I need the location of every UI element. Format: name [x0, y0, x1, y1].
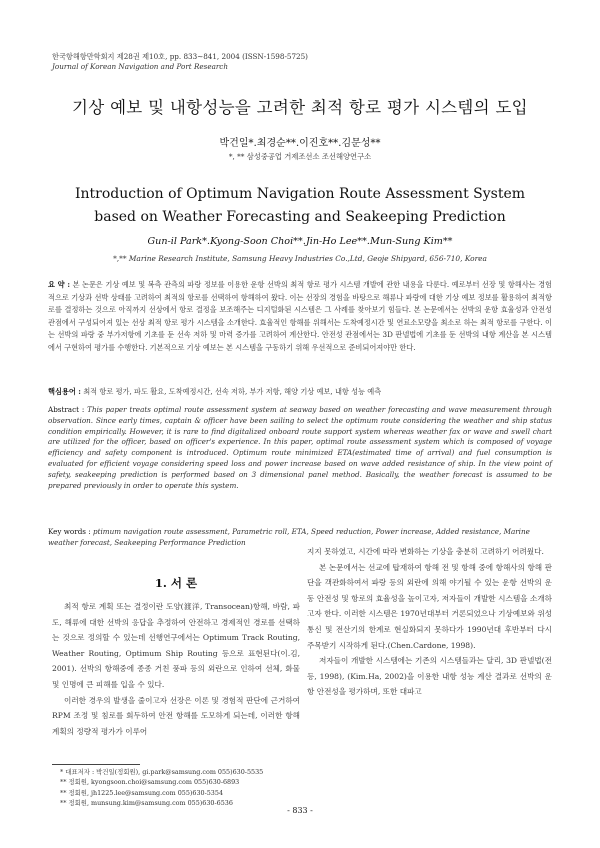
body-paragraph: 이러한 경우의 발생을 줄이고자 선장은 이론 및 경험적 판단에 근거하여 RPM 조정 및 침로를 회두하여 안전 항해를 도모하게 되는데, 이러한 항해 계획의 정량적 평가가 이루어	[52, 695, 300, 736]
footnote: ** 정회원, munsung.kim@samsung.com 055)630-6536	[60, 799, 233, 808]
body-column-left	[52, 599, 300, 739]
footnotes	[60, 767, 263, 809]
authors-ko: 박건일*․최경순**․이진호**․김문성**	[219, 138, 381, 149]
journal-name-en: Journal of Korean Navigation and Port Research	[52, 62, 228, 71]
journal-header	[52, 52, 308, 72]
footnote-divider	[52, 764, 140, 765]
paper-title-en	[0, 183, 600, 229]
abstract-en	[48, 405, 552, 491]
keywords-ko	[48, 386, 552, 398]
body-paragraph: 최적 항로 계획 또는 결정이란 도양(渡洋, Transocean)항해, 바람, 파도, 해류에 대한 선박의 응답을 추정하여 안전하고 경제적인 경로를 선택하는 것으로 정의할 수 있는데 선행연구에서는 Optimum Track Routing, Weather Routing, Optimum Ship Routing 등으로 표현된다(이․김, 2001). 선박의 항해중에 종종 거친 풍파 등의 외란으로 인하여 선체, 화물 및 인명에 큰 피해를 입을 수 있다.	[52, 602, 300, 689]
abstract-ko	[48, 279, 552, 355]
affiliation-en: *,** Marine Research Institute, Samsung Heavy Industries Co.,Ltd, Geoje Shipyard, 656-710, Korea	[113, 254, 487, 263]
keywords-en-label: Key words :	[48, 527, 91, 536]
affiliation-ko: *, ** 삼성중공업 거제조선소 조선해양연구소	[228, 152, 372, 161]
abstract-en-text: This paper treats optimal route assessment system at seaway based on weather forecasting and wave measurement through observation. Since early times, captain & officer have been sailing to select the optimum route considering the weather and ship status condition empirically. However, it is rare to find digitalized onboard route support system whereas weather fax or wave and swell chart are utilized for the officer, based on officer's experience. In this paper, optimal route assessment system which is composed of voyage efficiency and safety component is introduced. Optimum route minimized ETA(estimated time of arrival) and fuel consumption is evaluated for efficient voyage considering speed loss and power increase based on wave added resistance of ship. In the view point of safety, seakeeping prediction is performed based on 3 dimensional panel method. Basically, the weather forecast is assumed to be prepared previously in order to operate this system.	[48, 405, 552, 490]
page-number: - 833 -	[287, 806, 313, 815]
journal-name-ko: 한국항해항만학회지 제28권 제10호, pp. 833∼841, 2004 (ISSN-1598-5725)	[52, 52, 308, 61]
authors-en: Gun-il Park*․Kyong-Soon Choi**․Jin-Ho Lee**․Mun-Sung Kim**	[147, 236, 453, 247]
paper-title-ko: 기상 예보 및 내항성능을 고려한 최적 항로 평가 시스템의 도입	[72, 98, 528, 117]
body-column-right	[307, 544, 552, 700]
footnote: ** 정회원, jh1225.lee@samsung.com 055)630-5354	[60, 788, 224, 797]
keywords-ko-label: 핵심용어 :	[48, 387, 81, 396]
body-paragraph: 본 논문에서는 선교에 탑재하여 항해 전 및 항해 중에 항해사의 항해 판단을 객관화하여서 파랑 등의 외란에 의해 야기될 수 있는 운항 선박의 운동 안전성 및 항로의 효율성을 높이고자, 저자들이 개발한 시스템을 소개하고자 한다. 이러한 시스템은 1970년대부터 거론되었으나 기상예보와 위성통신 및 전산기의 한계로 현실화되지 못하다가 1990년대 후반부터 다시 주목받기 시작하게 된다.(Chen․Cardone, 1998).	[307, 562, 552, 650]
abstract-ko-label: 요 약 :	[48, 280, 71, 289]
paper-title-en-line1: Introduction of Optimum Navigation Route Assessment System	[74, 186, 526, 202]
paper-title-en-line2: based on Weather Forecasting and Seakeeping Prediction	[94, 209, 506, 225]
keywords-ko-text: 최적 항로 평가, 파도 활요, 도착예정시간, 선속 저하, 부가 저항, 해양 기상 예보, 내항 성능 예측	[83, 387, 382, 396]
keywords-en-text: ptimum navigation route assessment, Parametric roll, ETA, Speed reduction, Power increase, Added resistance, Marine weather forecast, Seakeeping Performance Prediction	[48, 527, 530, 547]
abstract-ko-text: 본 논문은 기상 예보 및 복측 관측의 파랑 정보를 이용한 운항 선박의 최적 항로 평가 시스템 개발에 관한 내용을 다룬다. 예로부터 선장 및 항해사는 경험적으로 기상과 선박 상태를 고려하여 최적의 항로를 선택하여 항해하여 왔다. 이는 선장의 경험을 바탕으로 해류나 파랑에 대한 기상 예보 정보를 활용하여 최적항로를 결정하는 것으로 아직까지 선상에서 항로 결정을 보조해주는 디지털화된 시스템은 그 사례를 찾아보기 힘들다. 본 논문에서는 선박의 운항 효율성과 안전성 관점에서 구성되어져 있는 선상 최적 항로 평가 시스템을 소개한다. 효율적인 항해를 위해서는 도착예정시간 및 연료소모량을 최소로 하는 최적 항로를 구한다. 이는 선박의 파랑 중 부가저항에 기초를 둔 선속 저하 및 마력 증가를 고려하여 계산한다. 안전성 관점에서는 3D 판넬법에 기초를 둔 선박의 내항 계산을 본 시스템에서 구현하여 평가를 수행한다. 기본적으로 기상 예보는 본 시스템을 구동하기 위해 우선적으로 준비되어져야만 한다.	[48, 280, 552, 352]
body-paragraph: 지지 못하였고, 시간에 따라 변화하는 기상을 충분히 고려하기 어려웠다.	[307, 547, 544, 556]
footnote: ** 정회원, kyongsoon.choi@samsung.com 055)630-6893	[60, 778, 240, 787]
footnote: * 대표저자 : 박건일(정회원), gi.park@samsung.com 055)630-5535	[60, 768, 264, 776]
body-paragraph: 저자들이 개발한 시스템에는 기존의 시스템들과는 달리, 3D 판넬법(전 등, 1998), (Kim․Ha, 2002)을 이용한 내항 성능 계산 결과로 선박의 운항 안전성을 평가하며, 또한 대파고	[307, 656, 552, 697]
abstract-en-label: Abstract :	[48, 405, 85, 414]
section-heading: 1. 서 론	[154, 576, 198, 590]
